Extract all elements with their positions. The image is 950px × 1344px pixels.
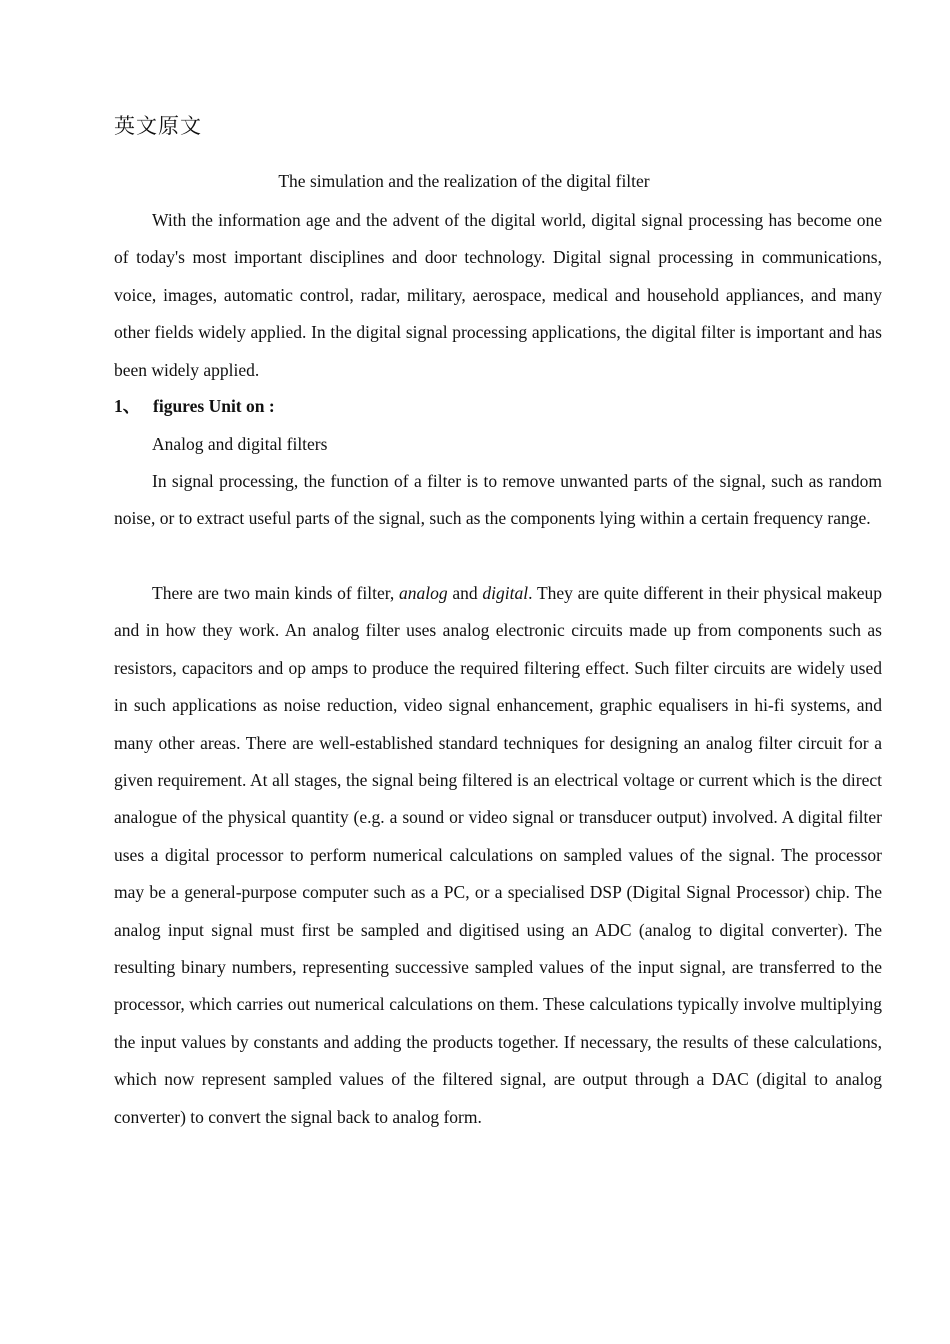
section-title: figures Unit on : (153, 396, 275, 416)
section-heading (114, 388, 275, 425)
section-number: 1、 (114, 396, 141, 416)
paragraph-joiner-text: and (447, 583, 483, 603)
intro-paragraph: With the information age and the advent of the digital world, digital signal processing has become one of today's most important disciplines and door technology. Digital signal processing in communications, voice, images, automatic control, radar, military, aerospace, medical and household appliances, and many other fields widely applied. In the digital signal processing applications, the digital filter is important and has been widely applied. (114, 210, 882, 380)
filter-function-paragraph: In signal processing, the function of a filter is to remove unwanted parts of the signal, such as random noise, or to extract useful parts of the signal, such as the components lying within a certain frequency range. (114, 471, 882, 529)
chinese-heading: 英文原文 (114, 114, 202, 138)
paragraph-rest-text: . They are quite different in their physical makeup and in how they work. An analog filter uses analog electronic circuits made up from components such as resistors, capacitors and op amps to produce the required filtering effect. Such filter circuits are widely used in such applications as noise reduction, video signal enhancement, graphic equalisers in hi-fi systems, and many other areas. There are well-established standard techniques for designing an analog filter circuit for a given requirement. At all stages, the signal being filtered is an electrical voltage or current which is the direct analogue of the physical quantity (e.g. a sound or video signal or transducer output) involved. A digital filter uses a digital processor to perform numerical calculations on sampled values of the signal. The processor may be a general-purpose computer such as a PC, or a specialised DSP (Digital Signal Processor) chip. The analog input signal must first be sampled and digitised using an ADC (analog to digital converter). The resulting binary numbers, representing successive sampled values of the input signal, are transferred to the processor, which carries out numerical calculations on them. These calculations typically involve multiplying the input values by constants and adding the products together. If necessary, the results of these calculations, which now represent sampled values of the filtered signal, are output through a DAC (digital to analog converter) to convert the signal back to analog form. (114, 583, 882, 1127)
term-analog: analog (398, 583, 448, 603)
term-digital: digital (482, 583, 529, 603)
document-title: The simulation and the realization of the digital filter (278, 171, 650, 191)
paragraph-lead-text: There are two main kinds of filter, (152, 583, 399, 603)
filter-kinds-paragraph (114, 575, 882, 1136)
subheading: Analog and digital filters (152, 434, 328, 454)
